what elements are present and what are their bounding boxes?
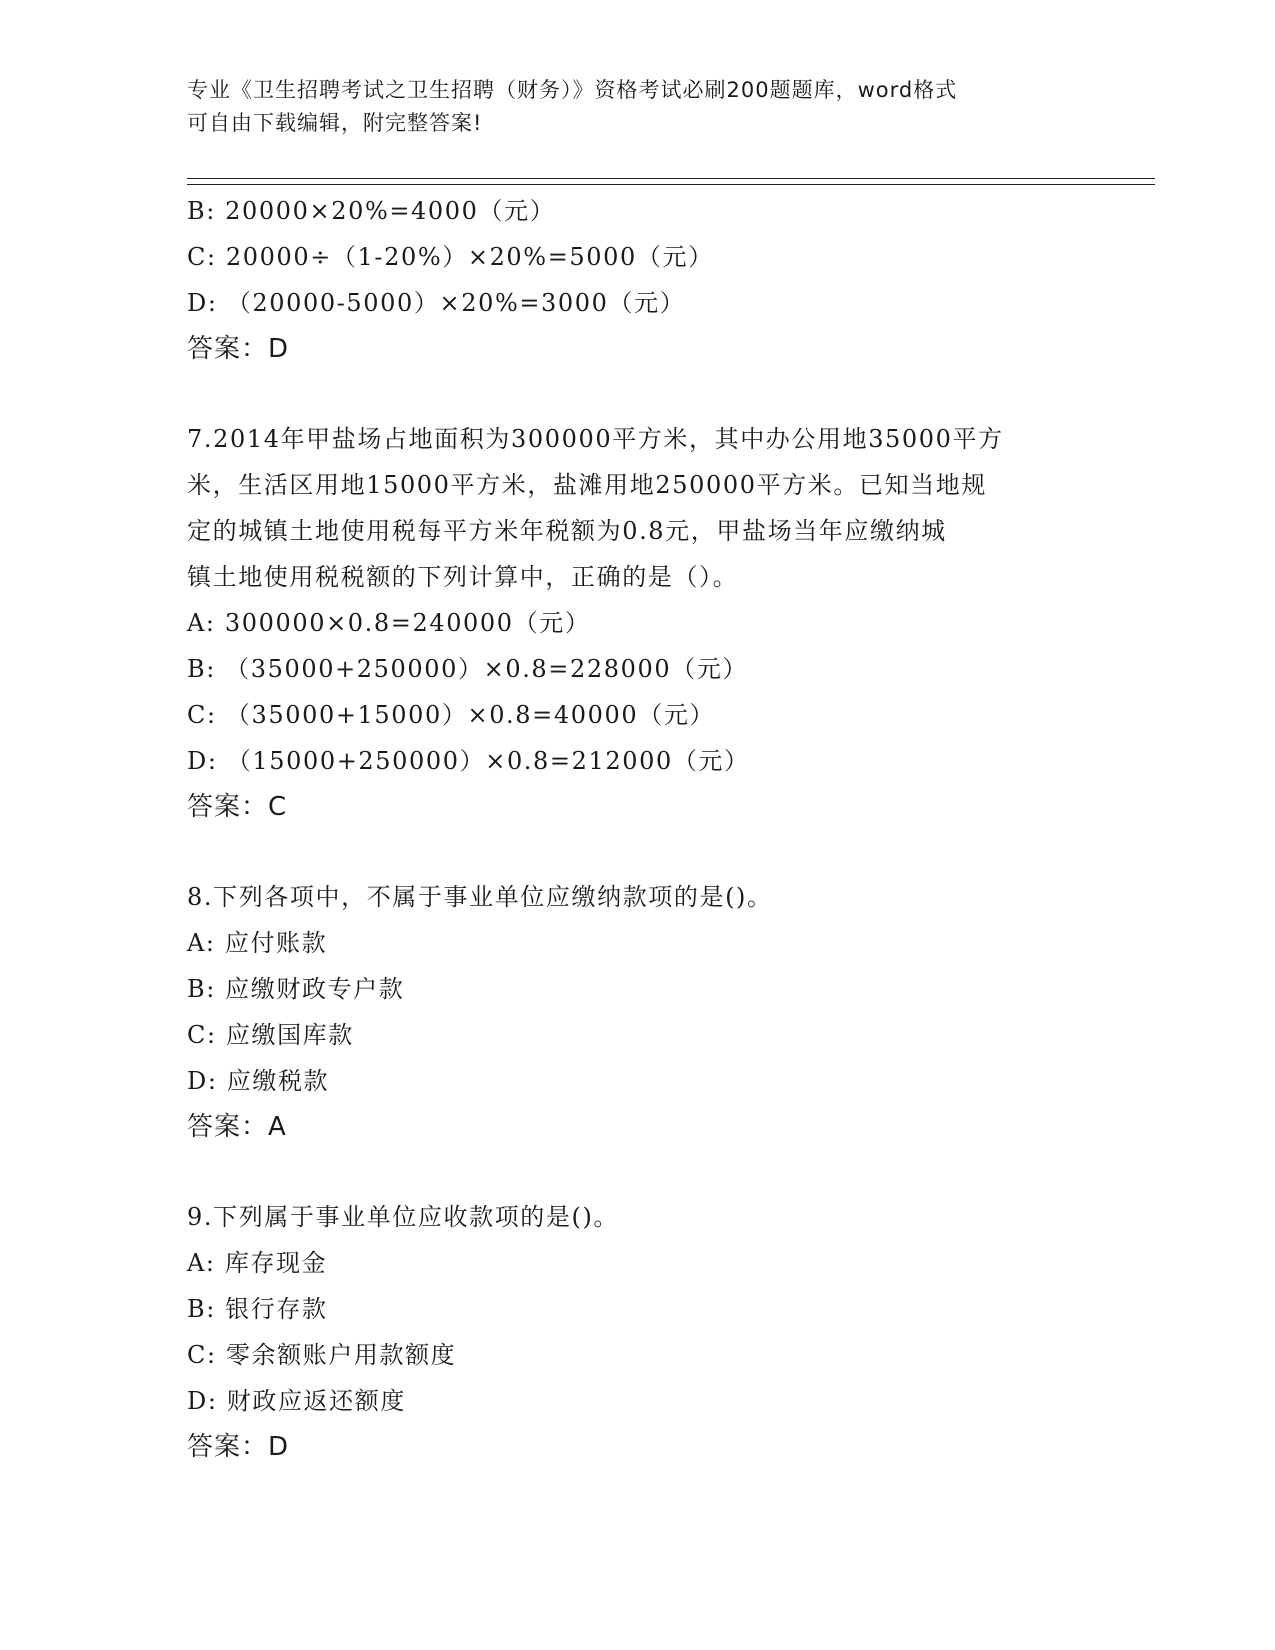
answer: 答案：D <box>187 334 290 364</box>
header-line: 专业《卫生招聘考试之卫生招聘（财务）》资格考试必刷200题题库，word格式 <box>187 78 958 102</box>
question-stem: 镇土地使用税税额的下列计算中，正确的是（）。 <box>187 563 739 591</box>
option-a: A: 库存现金 <box>187 1249 328 1277</box>
document-header <box>187 74 1087 140</box>
question-7 <box>187 416 1087 830</box>
option-b: B: 20000×20%=4000（元） <box>187 197 556 225</box>
option-d: D: （20000-5000）×20%=3000（元） <box>187 289 686 317</box>
option-a: A: 300000×0.8=240000（元） <box>187 609 591 637</box>
question-stem: 定的城镇土地使用税每平方米年税额为0.8元，甲盐场当年应缴纳城 <box>187 517 947 545</box>
option-c: C: 零余额账户用款额度 <box>187 1341 457 1369</box>
option-b: B: 应缴财政专户款 <box>187 975 405 1003</box>
option-c: C: 应缴国库款 <box>187 1021 354 1049</box>
option-d: D: 财政应返还额度 <box>187 1387 406 1415</box>
header-divider <box>187 184 1155 185</box>
answer: 答案：D <box>187 1432 290 1462</box>
question-stem: 7.2014年甲盐场占地面积为300000平方米，其中办公用地35000平方 <box>187 425 1004 453</box>
header-line: 可自由下载编辑，附完整答案! <box>187 111 483 135</box>
question-stem: 米，生活区用地15000平方米，盐滩用地250000平方米。已知当地规 <box>187 471 987 499</box>
question-9 <box>187 1194 1087 1470</box>
document-body <box>187 188 1087 1470</box>
answer: 答案：C <box>187 792 288 822</box>
question-stem: 9.下列属于事业单位应收款项的是()。 <box>187 1203 620 1231</box>
answer: 答案：A <box>187 1112 287 1142</box>
question-8 <box>187 874 1087 1150</box>
option-c: C: 20000÷（1-20%）×20%=5000（元） <box>187 243 714 271</box>
option-d: D: 应缴税款 <box>187 1067 330 1095</box>
option-d: D: （15000+250000）×0.8=212000（元） <box>187 747 750 775</box>
option-b: B: 银行存款 <box>187 1295 328 1323</box>
option-a: A: 应付账款 <box>187 929 328 957</box>
question-6 <box>187 188 1087 372</box>
option-b: B: （35000+250000）×0.8=228000（元） <box>187 655 749 683</box>
option-c: C: （35000+15000）×0.8=40000（元） <box>187 701 716 729</box>
header-divider <box>187 178 1155 179</box>
question-stem: 8.下列各项中，不属于事业单位应缴纳款项的是()。 <box>187 883 773 911</box>
